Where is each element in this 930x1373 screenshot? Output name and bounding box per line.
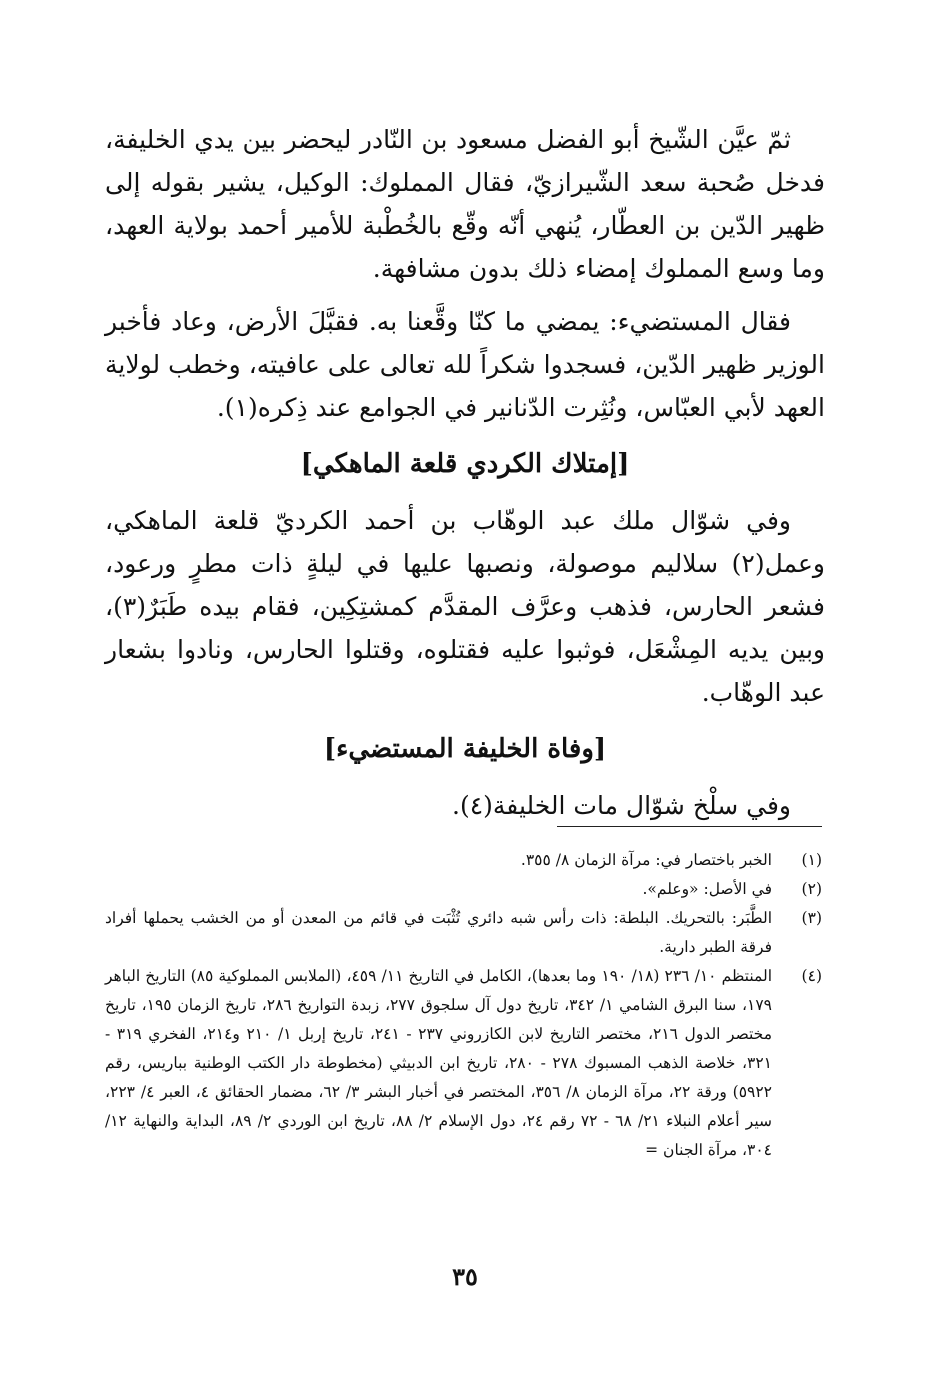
footnote [105,846,822,875]
footnote-divider [557,826,822,827]
paragraph-3: وفي شوّال ملك عبد الوهّاب بن أحمد الكرديّ قلعة الماهكي، وعمل(٢) سلاليم موصولة، ونصبها عليها في ليلةٍ ذات مطرٍ ورعود، فشعر الحارس، فذهب وعرَّف المقدَّم كمشتِكِين، فقام بيده طَبَرٌ(٣)، وبين يديه المِشْعَل، فوثبوا عليه فقتلوه، وقتلوا الحارس، ونادوا بشعار عبد الوهّاب. [105,506,825,707]
page-number: ٣٥ [452,1262,478,1291]
footnote-text: المنتظم ١٠/ ٢٣٦ (١٨/ ١٩٠ وما بعدها)، الكامل في التاريخ ١١/ ٤٥٩، (الملابس المملوكية ٨٥) التاريخ الباهر ١٧٩، سنا البرق الشامي ١/ ٣٤٢، تاريخ دول آل سلجوق ٢٧٧، زبدة التواريخ ٢٨٦، تاريخ الزمان ١٩٥، تاريخ مختصر الدول ٢١٦، مختصر التاريخ لابن الكازروني ٢٣٧ - ٢٤١، تاريخ إربل ١/ ٢١٠ و٢١٤، الفخري ٣١٩ - ٣٢١، خلاصة الذهب المسبوك ٢٧٨ - ٢٨٠، تاريخ ابن الدبيثي (مخطوطة دار الكتب الوطنية بباريس، رقم ٥٩٢٢) ورقة ٢٢، مرآة الزمان ٨/ ٣٥٦، المختصر في أخبار البشر ٣/ ٦٢، مضمار الحقائق ٤، العبر ٤/ ٢٢٣، سير أعلام النبلاء ٢١/ ٦٨ - ٧٢ رقم ٢٤، دول الإسلام ٢/ ٨٨، تاريخ ابن الوردي ٢/ ٨٩، البداية والنهاية ١٢/ ٣٠٤، مرآة الجنان = [105,967,772,1159]
paragraph-1: ثمّ عيَّن الشّيخ أبو الفضل مسعود بن النّادر ليحضر بين يدي الخليفة، فدخل صُحبة سعد الشّيرازيّ، فقال المملوك: الوكيل، يشير بقوله إلى ظهير الدّين بن العطّار، يُنهي أنّه وقّع بالخُطْبة للأمير أحمد بولاية العهد، وما وسع المملوك إمضاء ذلك بدون مشافهة. [105,125,825,283]
main-text [105,118,825,837]
footnote [105,962,822,1165]
section-heading-kurdi: [إمتلاك الكردي قلعة الماهكي] [300,449,630,479]
footnotes [105,846,822,1165]
paragraph-4: وفي سلْخ شوّال مات الخليفة(٤). [452,791,791,820]
footnote-text: الخبر باختصار في: مرآة الزمان ٨/ ٣٥٥. [520,851,772,869]
footnote [105,904,822,962]
footnote-number: (١) [801,851,822,869]
footnote-number: (٣) [801,909,822,927]
paragraph-2: فقال المستضيء: يمضي ما كنّا وقَّعنا به. فقبَّلَ الأرض، وعاد فأخبر الوزير ظهير الدّين، فسجدوا شكراً لله تعالى على عافيته، وخطب لولاية العهد لأبي العبّاس، ونُثِرت الدّنانير في الجوامع عند ذِكره(١). [105,307,825,422]
footnote [105,875,822,904]
footnote-text: في الأصل: «وعلم». [642,880,772,898]
footnote-number: (٤) [801,967,822,985]
footnote-text: الطَّبَر: بالتحريك. البلطة: ذات رأس شبه دائري تُثْبَت في قائم من المعدن أو من الخشب يحملها أفراد فرقة الطبر دارية. [105,909,772,956]
footnote-number: (٢) [801,880,822,898]
section-heading-caliph-death: [وفاة الخليفة المستضيء] [323,734,607,764]
